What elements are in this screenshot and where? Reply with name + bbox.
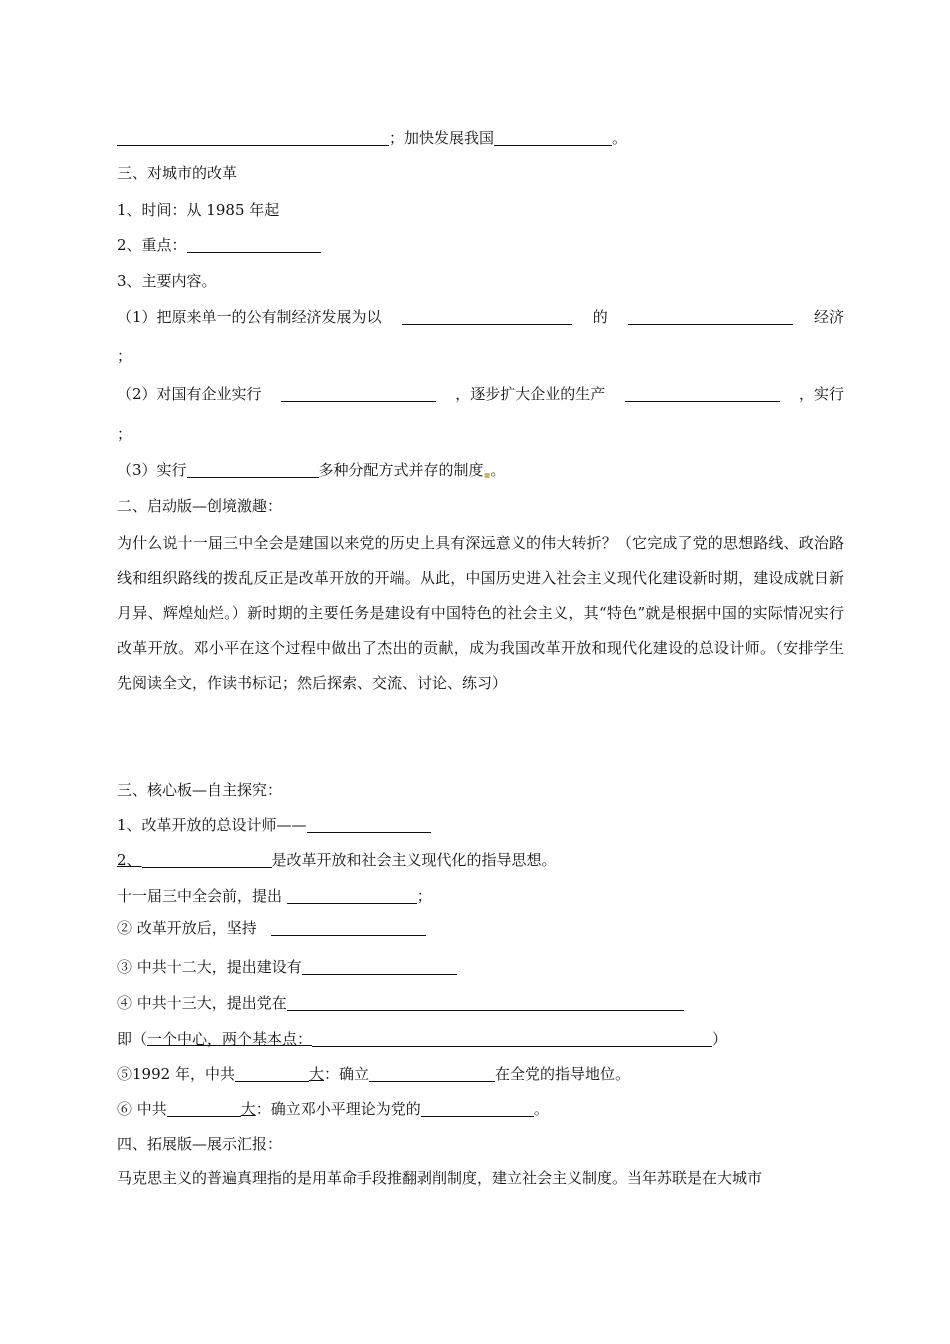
fill-blank[interactable] bbox=[287, 886, 417, 904]
intro-paragraph: 为什么说十一届三中全会是建国以来党的历史上具有深远意义的伟大转折？（它完成了党的思想路线、政治路线和组织路线的拨乱反正是改革开放的开端。从此，中国历史进入社会主义现代化建设新时期，建设成就日新月异、辉煌灿烂。）新时期的主要任务是建设有中国特色的社会主义，其“特色”就是根据中国的实际情况实行改革开放。邓小平在这个过程中做出了杰出的贡献，成为我国改革开放和现代化建设的总设计师。（安排学生先阅读全文，作读书标记；然后探索、交流、讨论、练习） bbox=[117, 534, 844, 692]
fill-blank[interactable] bbox=[287, 993, 684, 1011]
fill-blank[interactable] bbox=[235, 1064, 309, 1082]
fill-blank[interactable] bbox=[167, 1099, 241, 1117]
mark-dot: ▪ bbox=[483, 470, 491, 481]
line-13th-congress: ④ 中共十三大，提出党在 bbox=[117, 993, 844, 1013]
fill-blank[interactable] bbox=[494, 128, 612, 146]
fill-blank[interactable] bbox=[307, 815, 431, 833]
line-main-content: 3、主要内容。 bbox=[117, 272, 217, 290]
fill-blank[interactable] bbox=[281, 384, 436, 402]
fill-blank[interactable] bbox=[369, 1064, 495, 1082]
line-content-2: （2）对国有企业实行 ，逐步扩大企业的生产 ，实行 bbox=[117, 385, 844, 403]
heading-core: 三、核心板—自主探究： bbox=[117, 781, 283, 799]
fill-blank[interactable] bbox=[302, 957, 457, 975]
fill-blank[interactable] bbox=[142, 850, 272, 868]
line-one-center: 即（一个中心，两个基本点： ） bbox=[117, 1030, 728, 1048]
fill-blank[interactable] bbox=[271, 918, 426, 936]
fill-blank[interactable] bbox=[187, 460, 319, 478]
line-congress-6: ⑥ 中共 大：确立邓小平理论为党的 。 bbox=[117, 1100, 549, 1118]
fill-blank[interactable] bbox=[187, 235, 321, 253]
fill-blank[interactable] bbox=[628, 307, 793, 325]
fill-blank[interactable] bbox=[625, 384, 780, 402]
question-1: 1、改革开放的总设计师—— bbox=[117, 815, 844, 835]
fill-blank[interactable] bbox=[312, 1029, 712, 1047]
line-12th-congress: ③ 中共十二大，提出建设有 bbox=[117, 957, 844, 977]
line-content-3: （3）实行 多种分配方式并存的制度$_▪$。 bbox=[117, 461, 506, 481]
fill-blank[interactable] bbox=[402, 307, 572, 325]
line-before-plenum: 十一届三中全会前，提出 ； bbox=[117, 887, 432, 905]
line-speed-up: ；加快发展我国 。 bbox=[117, 128, 844, 148]
fill-blank[interactable] bbox=[117, 128, 389, 146]
line-content-1-end: ； bbox=[117, 347, 133, 365]
line-key-point: 2、重点： bbox=[117, 235, 844, 255]
line-1992-congress: ⑤1992 年，中共 大：确立 在全党的指导地位。 bbox=[117, 1065, 630, 1083]
line-time: 1、时间：从 1985 年起 bbox=[117, 201, 280, 219]
line-after-reform: ② 改革开放后，坚持 bbox=[117, 918, 844, 938]
heading-expand: 四、拓展版—展示汇报： bbox=[117, 1135, 283, 1153]
line-marxism: 马克思主义的普遍真理指的是用革命手段推翻剥削制度，建立社会主义制度。当年苏联是在大城市 bbox=[117, 1169, 763, 1187]
heading-launch: 二、启动版—创境激趣： bbox=[117, 497, 283, 515]
question-2: 2、 是改革开放和社会主义现代化的指导思想。 bbox=[117, 851, 557, 869]
line-content-2-end: ； bbox=[117, 425, 133, 443]
heading-city-reform: 三、对城市的改革 bbox=[117, 164, 238, 182]
line-content-1: （1）把原来单一的公有制经济发展为以 的 经济 bbox=[117, 308, 844, 326]
fill-blank[interactable] bbox=[421, 1099, 534, 1117]
